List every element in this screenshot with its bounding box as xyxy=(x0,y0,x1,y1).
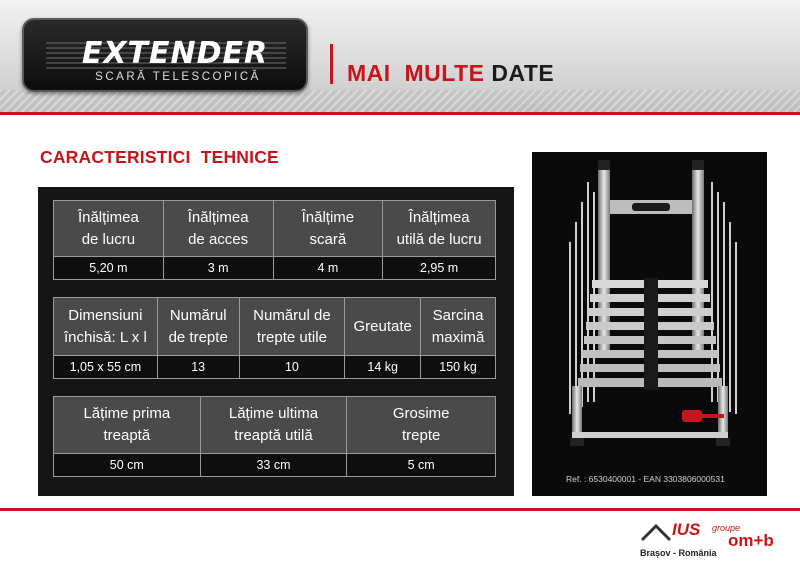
table-header-cell: Lățime prima treaptă xyxy=(54,397,201,454)
specs-table-heights xyxy=(53,200,496,280)
table-header-cell: Numărul de trepte xyxy=(157,298,239,356)
table-header-cell: Înălțimea de acces xyxy=(163,201,273,257)
logo-subtitle: SCARĂ TELESCOPICĂ xyxy=(95,71,261,83)
brand-location: Brașov - România xyxy=(640,548,717,558)
product-reference: Ref. : 6530400001 - EAN 3303806000531 xyxy=(566,474,725,484)
specs-table-dimensions xyxy=(53,297,496,379)
table-header-cell: Înălțimea de lucru xyxy=(54,201,164,257)
company-logo xyxy=(640,518,795,560)
table-value-cell: 33 cm xyxy=(200,454,347,477)
table-header-cell: Înălțime scară xyxy=(273,201,383,257)
ladder-product-photo xyxy=(532,152,767,496)
table-value-cell: 1,05 x 55 cm xyxy=(54,356,158,379)
table-header-cell: Sarcina maximă xyxy=(421,298,496,356)
table-value-cell: 2,95 m xyxy=(383,257,496,280)
table-value-cell: 13 xyxy=(157,356,239,379)
telescopic-ladder-illustration xyxy=(532,152,767,496)
table-header-cell: Înălțimea utilă de lucru xyxy=(383,201,496,257)
page-title xyxy=(347,60,554,87)
table-value-cell: 50 cm xyxy=(54,454,201,477)
specs-table-steps xyxy=(53,396,496,477)
table-value-cell: 3 m xyxy=(163,257,273,280)
logo-wordmark: EXTENDER xyxy=(81,36,269,71)
table-value-cell: 5 cm xyxy=(347,454,496,477)
brand-ius: IUS xyxy=(672,520,701,539)
page-title-red: MAI MULTE xyxy=(347,60,485,86)
table-value-cell: 5,20 m xyxy=(54,257,164,280)
table-value-cell: 10 xyxy=(239,356,345,379)
table-header-cell: Lățime ultima treaptă utilă xyxy=(200,397,347,454)
title-accent-bar xyxy=(330,44,333,84)
extender-logo xyxy=(22,18,308,92)
house-roof-icon xyxy=(640,522,672,544)
page-title-dark: DATE xyxy=(491,60,555,86)
brand-omb: om+b xyxy=(728,531,774,550)
table-header-cell: Numărul de trepte utile xyxy=(239,298,345,356)
table-header-cell: Greutate xyxy=(345,298,421,356)
brand-groupe: groupe xyxy=(712,523,741,533)
specs-panel xyxy=(38,187,514,496)
section-title: CARACTERISTICI TEHNICE xyxy=(40,147,279,167)
table-header-cell: Grosime trepte xyxy=(347,397,496,454)
table-value-cell: 4 m xyxy=(273,257,383,280)
header-divider xyxy=(0,112,800,115)
table-value-cell: 14 kg xyxy=(345,356,421,379)
table-header-cell: Dimensiuni închisă: L x l xyxy=(54,298,158,356)
table-value-cell: 150 kg xyxy=(421,356,496,379)
